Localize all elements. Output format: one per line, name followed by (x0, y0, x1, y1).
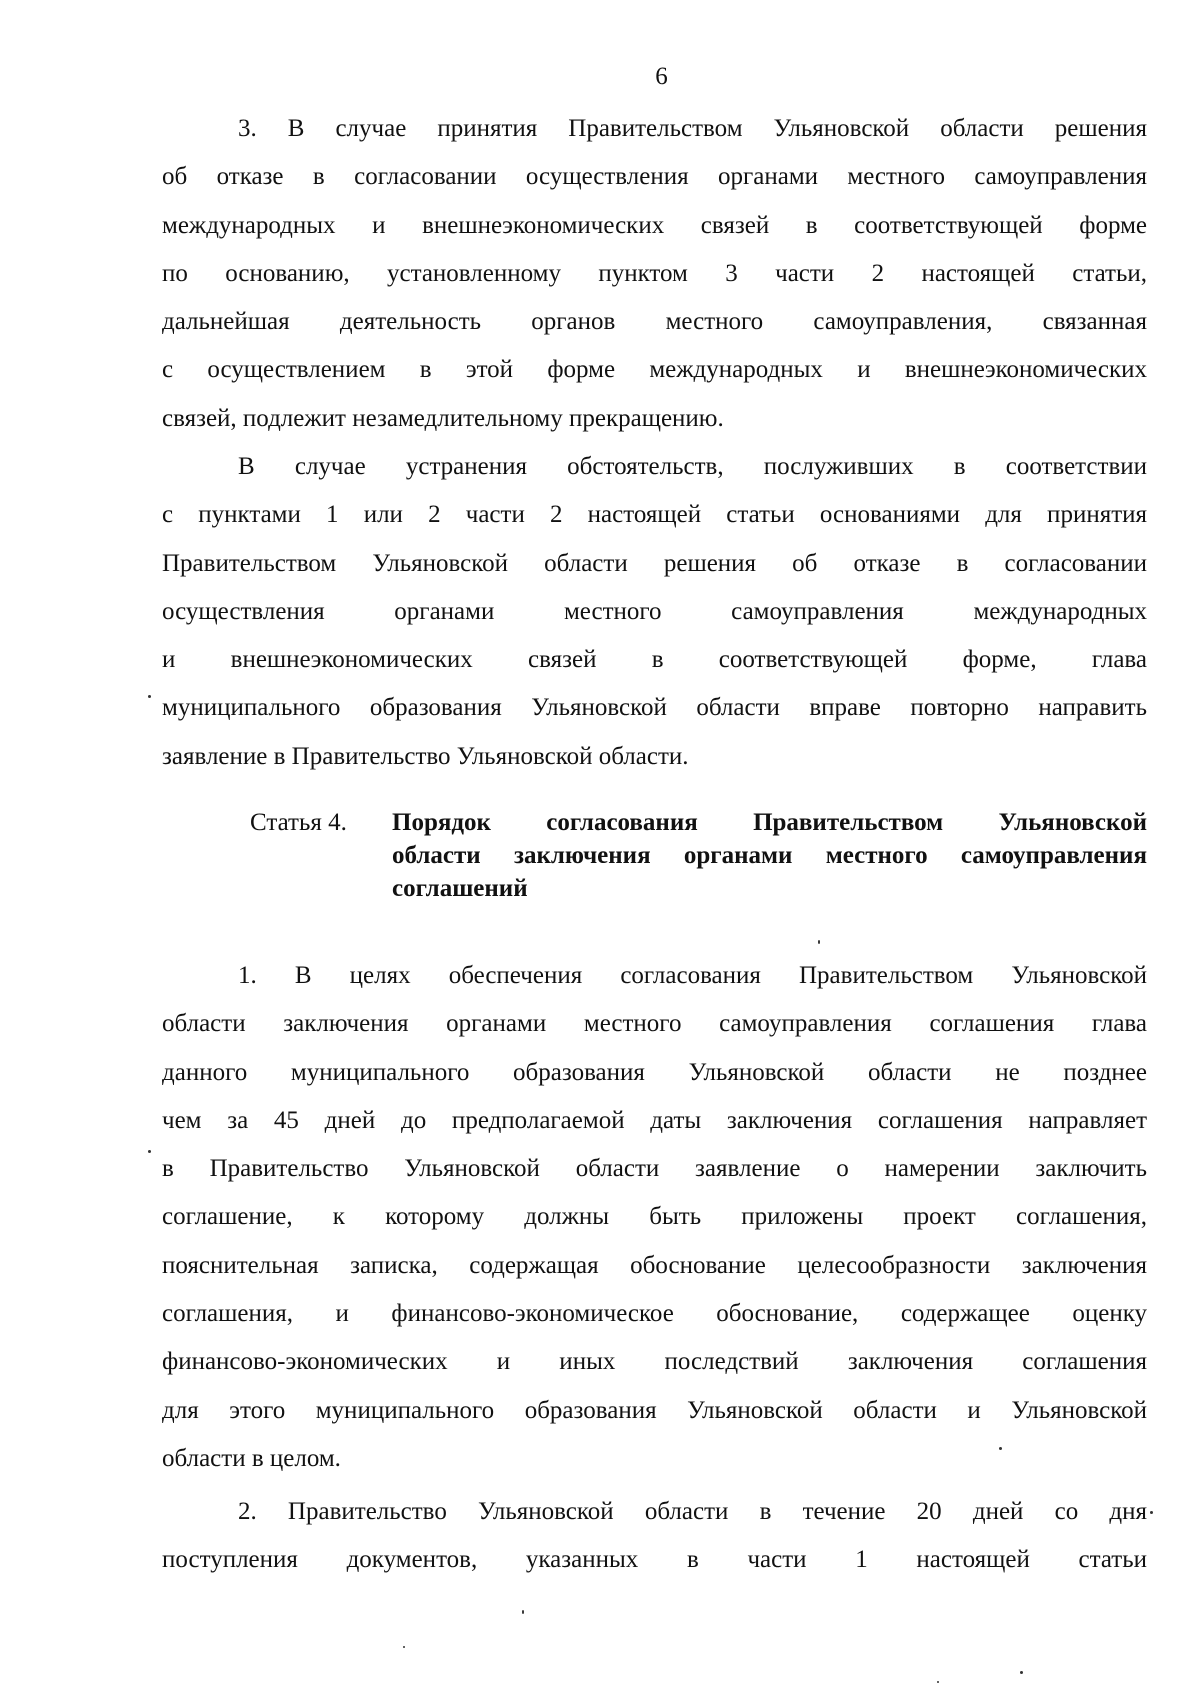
text-line: в Правительство Ульяновской области заявление о намерении заключить (162, 1155, 1147, 1183)
scan-speck (818, 940, 820, 944)
text-line: с пунктами 1 или 2 части 2 настоящей статьи основаниями для принятия (162, 501, 1147, 529)
scan-speck (148, 1150, 151, 1153)
scan-speck (1020, 1671, 1023, 1674)
article-title (392, 806, 1147, 905)
text-line: 1. В целях обеспечения согласования Правительством Ульяновской (238, 962, 1147, 989)
text-line: пояснительная записка, содержащая обоснование целесообразности заключения (162, 1251, 1147, 1279)
text-line: дальнейшая деятельность органов местного самоуправления, связанная (162, 308, 1147, 336)
paragraph-1 (162, 105, 1147, 443)
article-title-line: Порядок согласования Правительством Ульяновской (392, 809, 1147, 836)
text-line: муниципального образования Ульяновской области вправе повторно направить (162, 694, 1147, 722)
scan-speck (148, 695, 151, 698)
paragraph-2 (162, 443, 1147, 781)
text-line: с осуществлением в этой форме международных и внешнеэкономических (162, 356, 1147, 384)
text-line: соглашения, и финансово-экономическое обоснование, содержащее оценку (162, 1300, 1147, 1328)
article-label: Статья 4. (250, 809, 347, 836)
text-line: осуществления органами местного самоуправления международных (162, 597, 1147, 625)
text-line: поступления документов, указанных в части 1 настоящей статьи (162, 1546, 1147, 1574)
scan-speck (403, 1646, 405, 1648)
text-line: области в целом. (162, 1444, 341, 1472)
article-title-line: области заключения органами местного самоуправления (392, 842, 1147, 869)
scan-speck (999, 1447, 1002, 1450)
paragraph-3 (162, 952, 1147, 1483)
text-line: В случае устранения обстоятельств, послуживших в соответствии (238, 453, 1147, 480)
text-line: финансово-экономических и иных последствий заключения соглашения (162, 1348, 1147, 1376)
text-line: и внешнеэкономических связей в соответствующей форме, глава (162, 646, 1147, 674)
text-line: заявление в Правительство Ульяновской области. (162, 742, 689, 770)
text-line: чем за 45 дней до предполагаемой даты заключения соглашения направляет (162, 1106, 1147, 1134)
text-line: соглашение, к которому должны быть приложены проект соглашения, (162, 1203, 1147, 1231)
text-line: для этого муниципального образования Ульяновской области и Ульяновской (162, 1396, 1147, 1424)
scan-speck (937, 1681, 939, 1683)
scan-speck (522, 1610, 524, 1614)
article-heading (162, 806, 1147, 905)
text-line: 2. Правительство Ульяновской области в течение 20 дней со дня (238, 1498, 1147, 1525)
text-line: связей, подлежит незамедлительному прекращению. (162, 404, 724, 432)
text-line: международных и внешнеэкономических связей в соответствующей форме (162, 211, 1147, 239)
article-title-line: соглашений (392, 875, 528, 902)
scan-speck (1150, 1511, 1153, 1514)
text-line: 3. В случае принятия Правительством Ульяновской области решения (238, 115, 1147, 142)
text-line: области заключения органами местного самоуправления соглашения глава (162, 1010, 1147, 1038)
text-line: данного муниципального образования Ульяновской области не позднее (162, 1058, 1147, 1086)
text-line: по основанию, установленному пунктом 3 части 2 настоящей статьи, (162, 259, 1147, 287)
paragraph-4 (162, 1488, 1147, 1585)
text-line: об отказе в согласовании осуществления органами местного самоуправления (162, 163, 1147, 191)
text-line: Правительством Ульяновской области решения об отказе в согласовании (162, 549, 1147, 577)
page-number: 6 (655, 63, 668, 90)
